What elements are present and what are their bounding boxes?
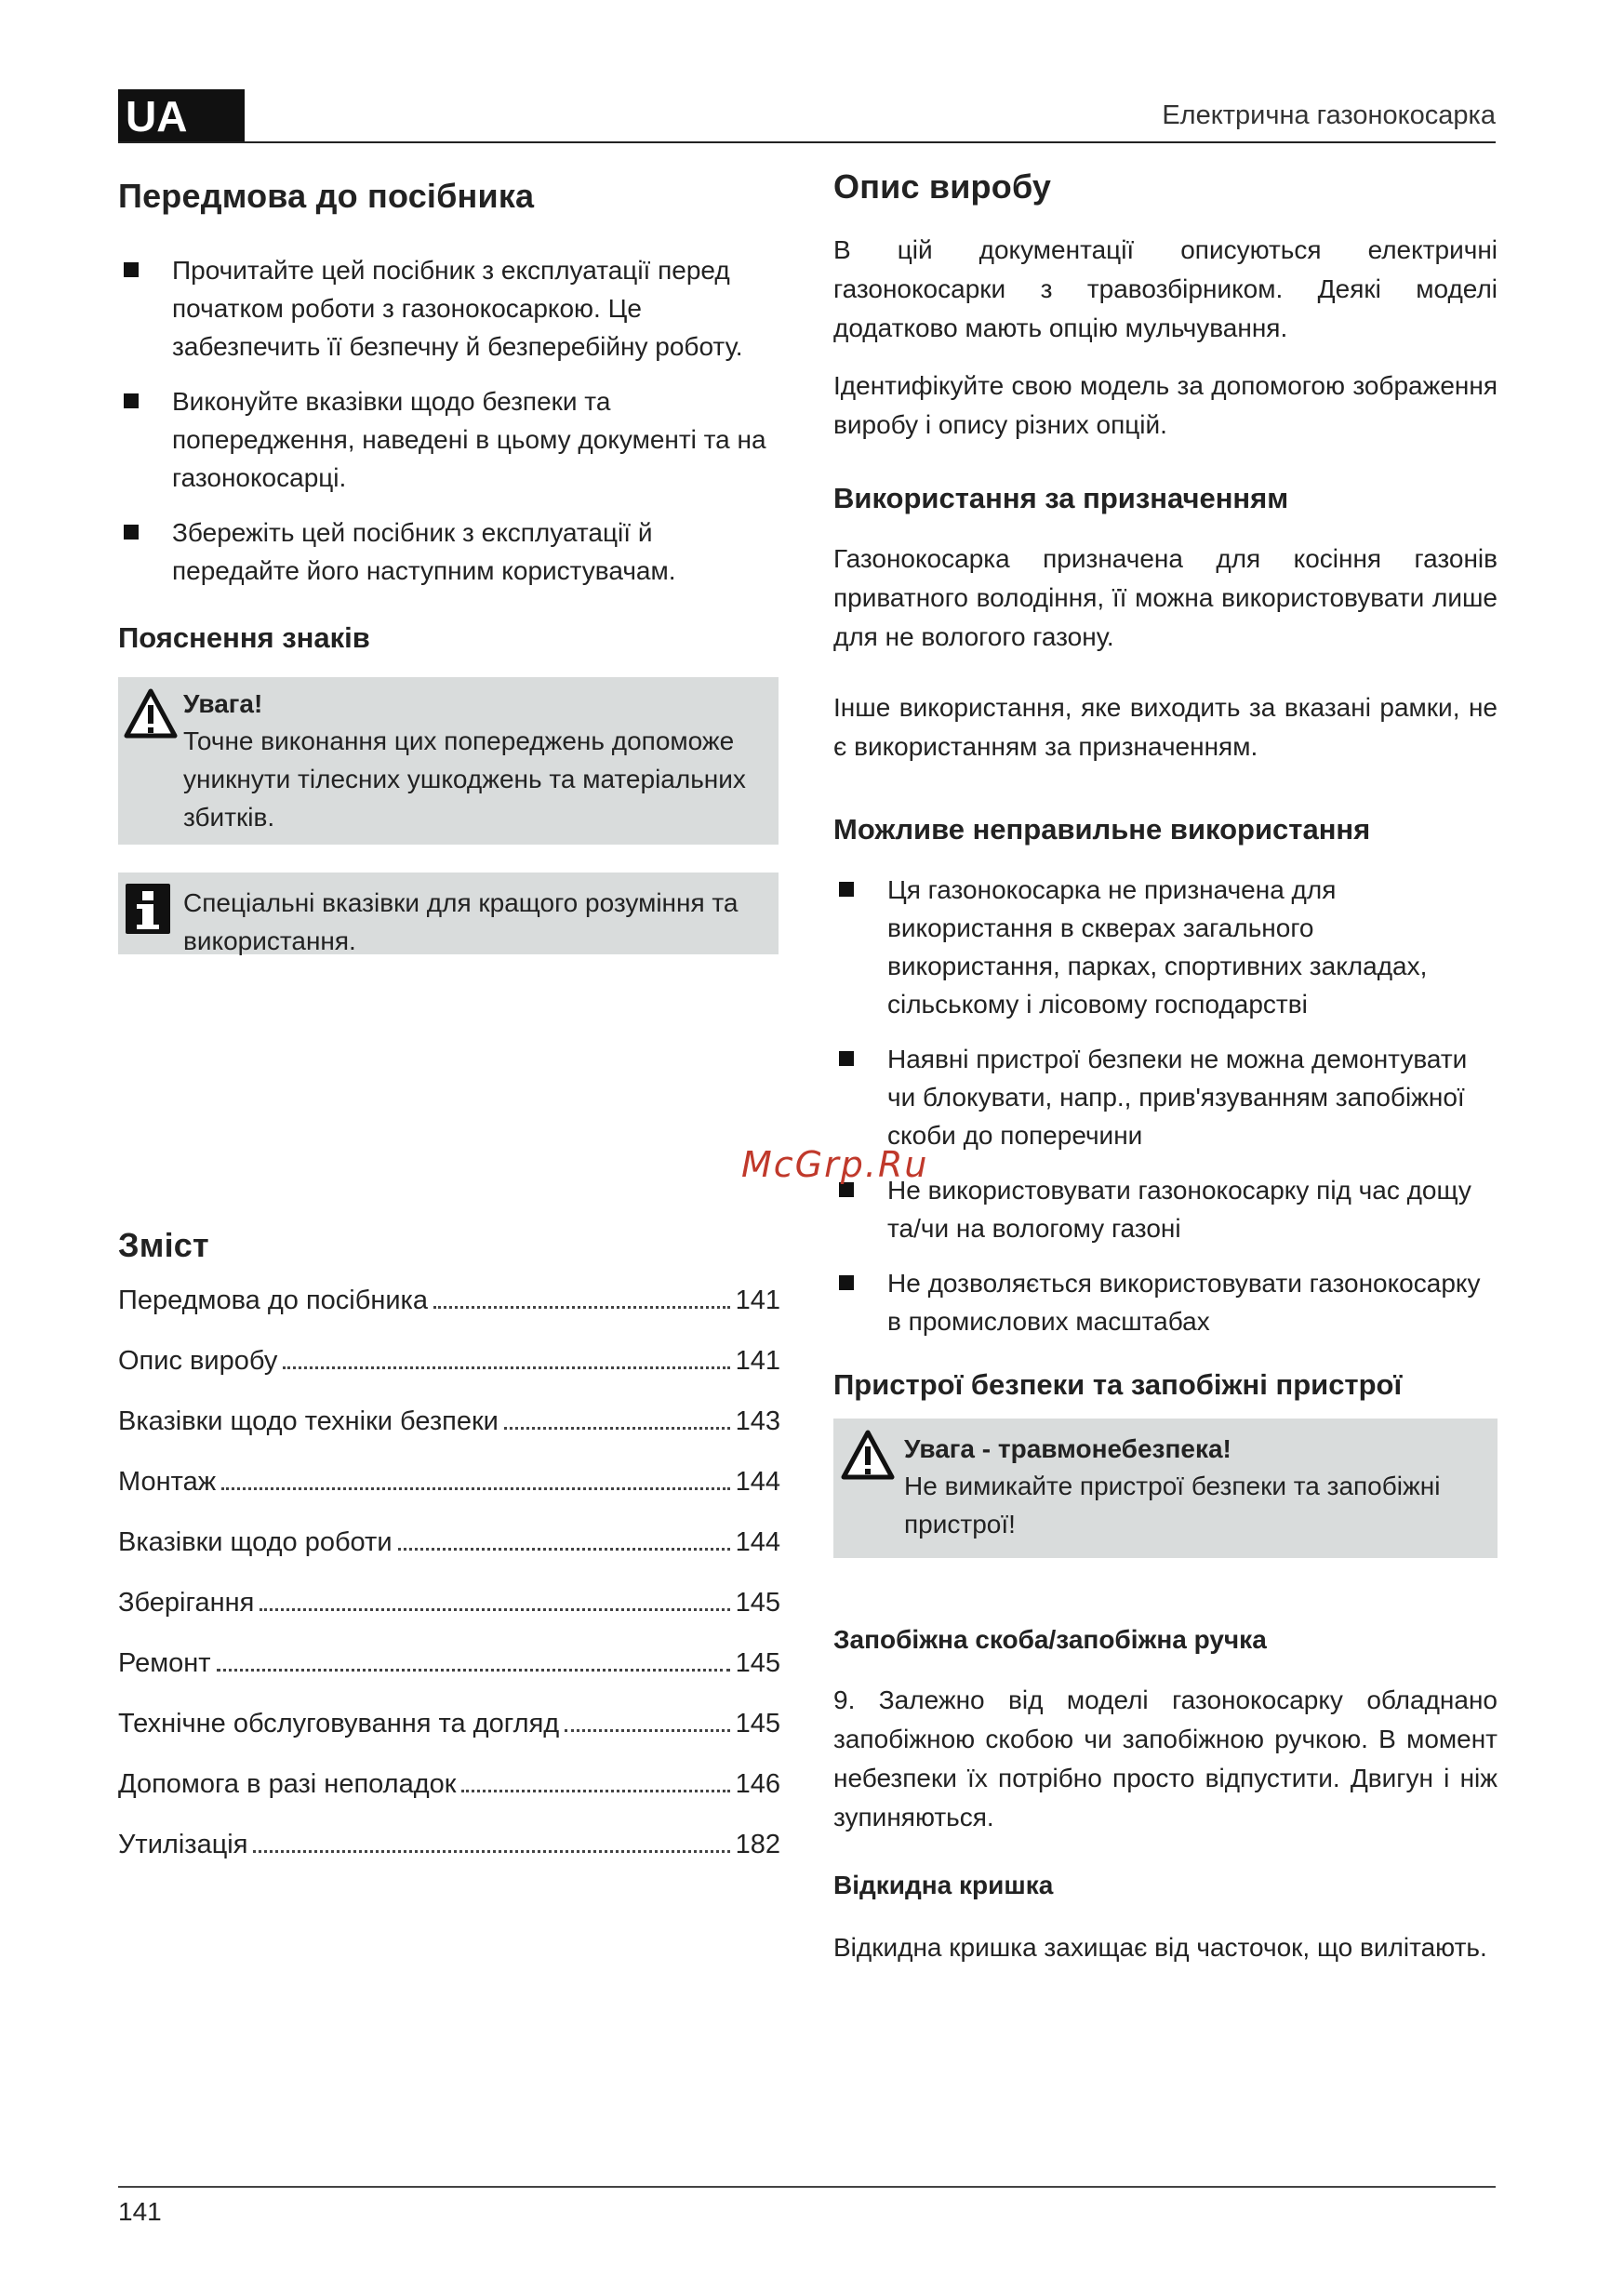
square-bullet-icon — [124, 262, 139, 277]
square-bullet-icon — [124, 393, 139, 408]
safety-devices-heading: Пристрої безпеки та запобіжні пристрої — [833, 1368, 1403, 1401]
preface-list — [118, 251, 769, 590]
list-item — [833, 1171, 1484, 1247]
warning-text: Точне виконання цих попереджень допоможе уникнути тілесних ушкоджень та матеріальних збитків. — [183, 726, 746, 832]
info-icon — [124, 882, 172, 940]
intended-use-heading: Використання за призначенням — [833, 482, 1289, 514]
list-item — [118, 251, 769, 366]
watermark: McGrp.Ru — [741, 1144, 929, 1185]
product-heading: Опис виробу — [833, 167, 1052, 206]
list-item-text: Наявні пристрої безпеки не можна демонтувати чи блокувати, напр., прив'язуванням запобіжної скоби до поперечини — [887, 1045, 1468, 1150]
toc-entry[interactable]: Технічне обслуговування та догляд 145 — [118, 1709, 780, 1738]
warning-text: Не вимикайте пристрої безпеки та запобіжні пристрої! — [904, 1472, 1441, 1539]
list-item — [118, 382, 769, 497]
safety-bar-heading: Запобіжна скоба/запобіжна ручка — [833, 1625, 1267, 1654]
list-item-text: Ця газонокосарка не призначена для використання в скверах загального використання, парках, спортивних закладах, сільському і лісовому господарстві — [887, 875, 1428, 1019]
list-item — [833, 871, 1484, 1023]
list-item — [118, 513, 769, 590]
toc-entry[interactable]: Допомога в разі неполадок 146 — [118, 1769, 780, 1799]
toc-entry[interactable]: Зберігання 145 — [118, 1588, 780, 1618]
symbols-heading: Пояснення знаків — [118, 621, 370, 654]
language-badge: UA — [118, 89, 245, 143]
toc-entry[interactable]: Вказівки щодо роботи 144 — [118, 1527, 780, 1557]
square-bullet-icon — [839, 1051, 854, 1066]
toc-entry[interactable]: Опис виробу 141 — [118, 1346, 780, 1376]
toc-entry[interactable]: Утилізація 182 — [118, 1830, 780, 1859]
safety-warning-note — [833, 1419, 1498, 1558]
flap-paragraph: Відкидна кришка захищає від часточок, що вилітають. — [833, 1933, 1487, 1962]
footer-divider — [118, 2186, 1496, 2188]
square-bullet-icon — [124, 525, 139, 540]
warning-triangle-icon — [841, 1430, 895, 1485]
product-paragraph: Ідентифікуйте свою модель за допомогою зображення виробу і опису різних опцій. — [833, 371, 1498, 439]
product-paragraph: В цій документації описуються електричні газонокосарки з травозбірником. Деякі моделі додатково мають опцію мульчування. — [833, 235, 1498, 342]
list-item-text: Не дозволяється використовувати газонокосарку в промислових масштабах — [887, 1269, 1481, 1336]
document-title: Електрична газонокосарка — [1162, 100, 1496, 130]
square-bullet-icon — [839, 1275, 854, 1290]
table-of-contents — [118, 1286, 780, 1890]
left-column — [118, 167, 779, 1890]
list-item-text: Збережіть цей посібник з експлуатації й передайте його наступним користувачам. — [172, 518, 676, 585]
toc-entry[interactable]: Монтаж 144 — [118, 1467, 780, 1497]
warning-triangle-icon — [124, 688, 178, 743]
flap-heading: Відкидна кришка — [833, 1871, 1054, 1899]
page-number: 141 — [118, 2197, 162, 2226]
info-text: Спеціальні вказівки для кращого розуміння та використання. — [183, 888, 739, 955]
toc-heading: Зміст — [118, 1226, 209, 1264]
list-item-text: Виконуйте вказівки щодо безпеки та попередження, наведені в цьому документі та на газонокосарці. — [172, 387, 766, 492]
toc-entry[interactable]: Ремонт 145 — [118, 1648, 780, 1678]
toc-entry[interactable]: Вказівки щодо техніки безпеки 143 — [118, 1406, 780, 1436]
warning-title: Увага - травмонебезпека! — [904, 1434, 1231, 1463]
list-item — [833, 1040, 1484, 1154]
right-column — [833, 160, 1498, 1967]
square-bullet-icon — [839, 882, 854, 897]
list-item-text: Прочитайте цей посібник з експлуатації перед початком роботи з газонокосаркою. Це забезпечить її безпечну й безперебійну роботу. — [172, 256, 743, 361]
misuse-list — [833, 871, 1484, 1340]
toc-entry[interactable]: Передмова до посібника 141 — [118, 1286, 780, 1315]
warning-title: Увага! — [183, 689, 263, 718]
info-note — [118, 873, 779, 954]
safety-bar-paragraph: 9. Залежно від моделі газонокосарку обладнано запобіжною скобою чи запобіжною ручкою. В момент небезпеки їх потрібно просто відпустити. Двигун і ніж зупиняються. — [833, 1685, 1498, 1832]
misuse-heading: Можливе неправильне використання — [833, 813, 1371, 846]
preface-heading: Передмова до посібника — [118, 177, 535, 215]
list-item-text: Не використовувати газонокосарку під час дощу та/чи на вологому газоні — [887, 1176, 1471, 1243]
header-divider — [118, 141, 1496, 143]
list-item — [833, 1264, 1484, 1340]
warning-note — [118, 677, 779, 845]
intended-use-paragraph: Інше використання, яке виходить за вказані рамки, не є використанням за призначенням. — [833, 693, 1498, 761]
intended-use-paragraph: Газонокосарка призначена для косіння газонів приватного володіння, її можна використовувати лише для не вологого газону. — [833, 544, 1498, 651]
